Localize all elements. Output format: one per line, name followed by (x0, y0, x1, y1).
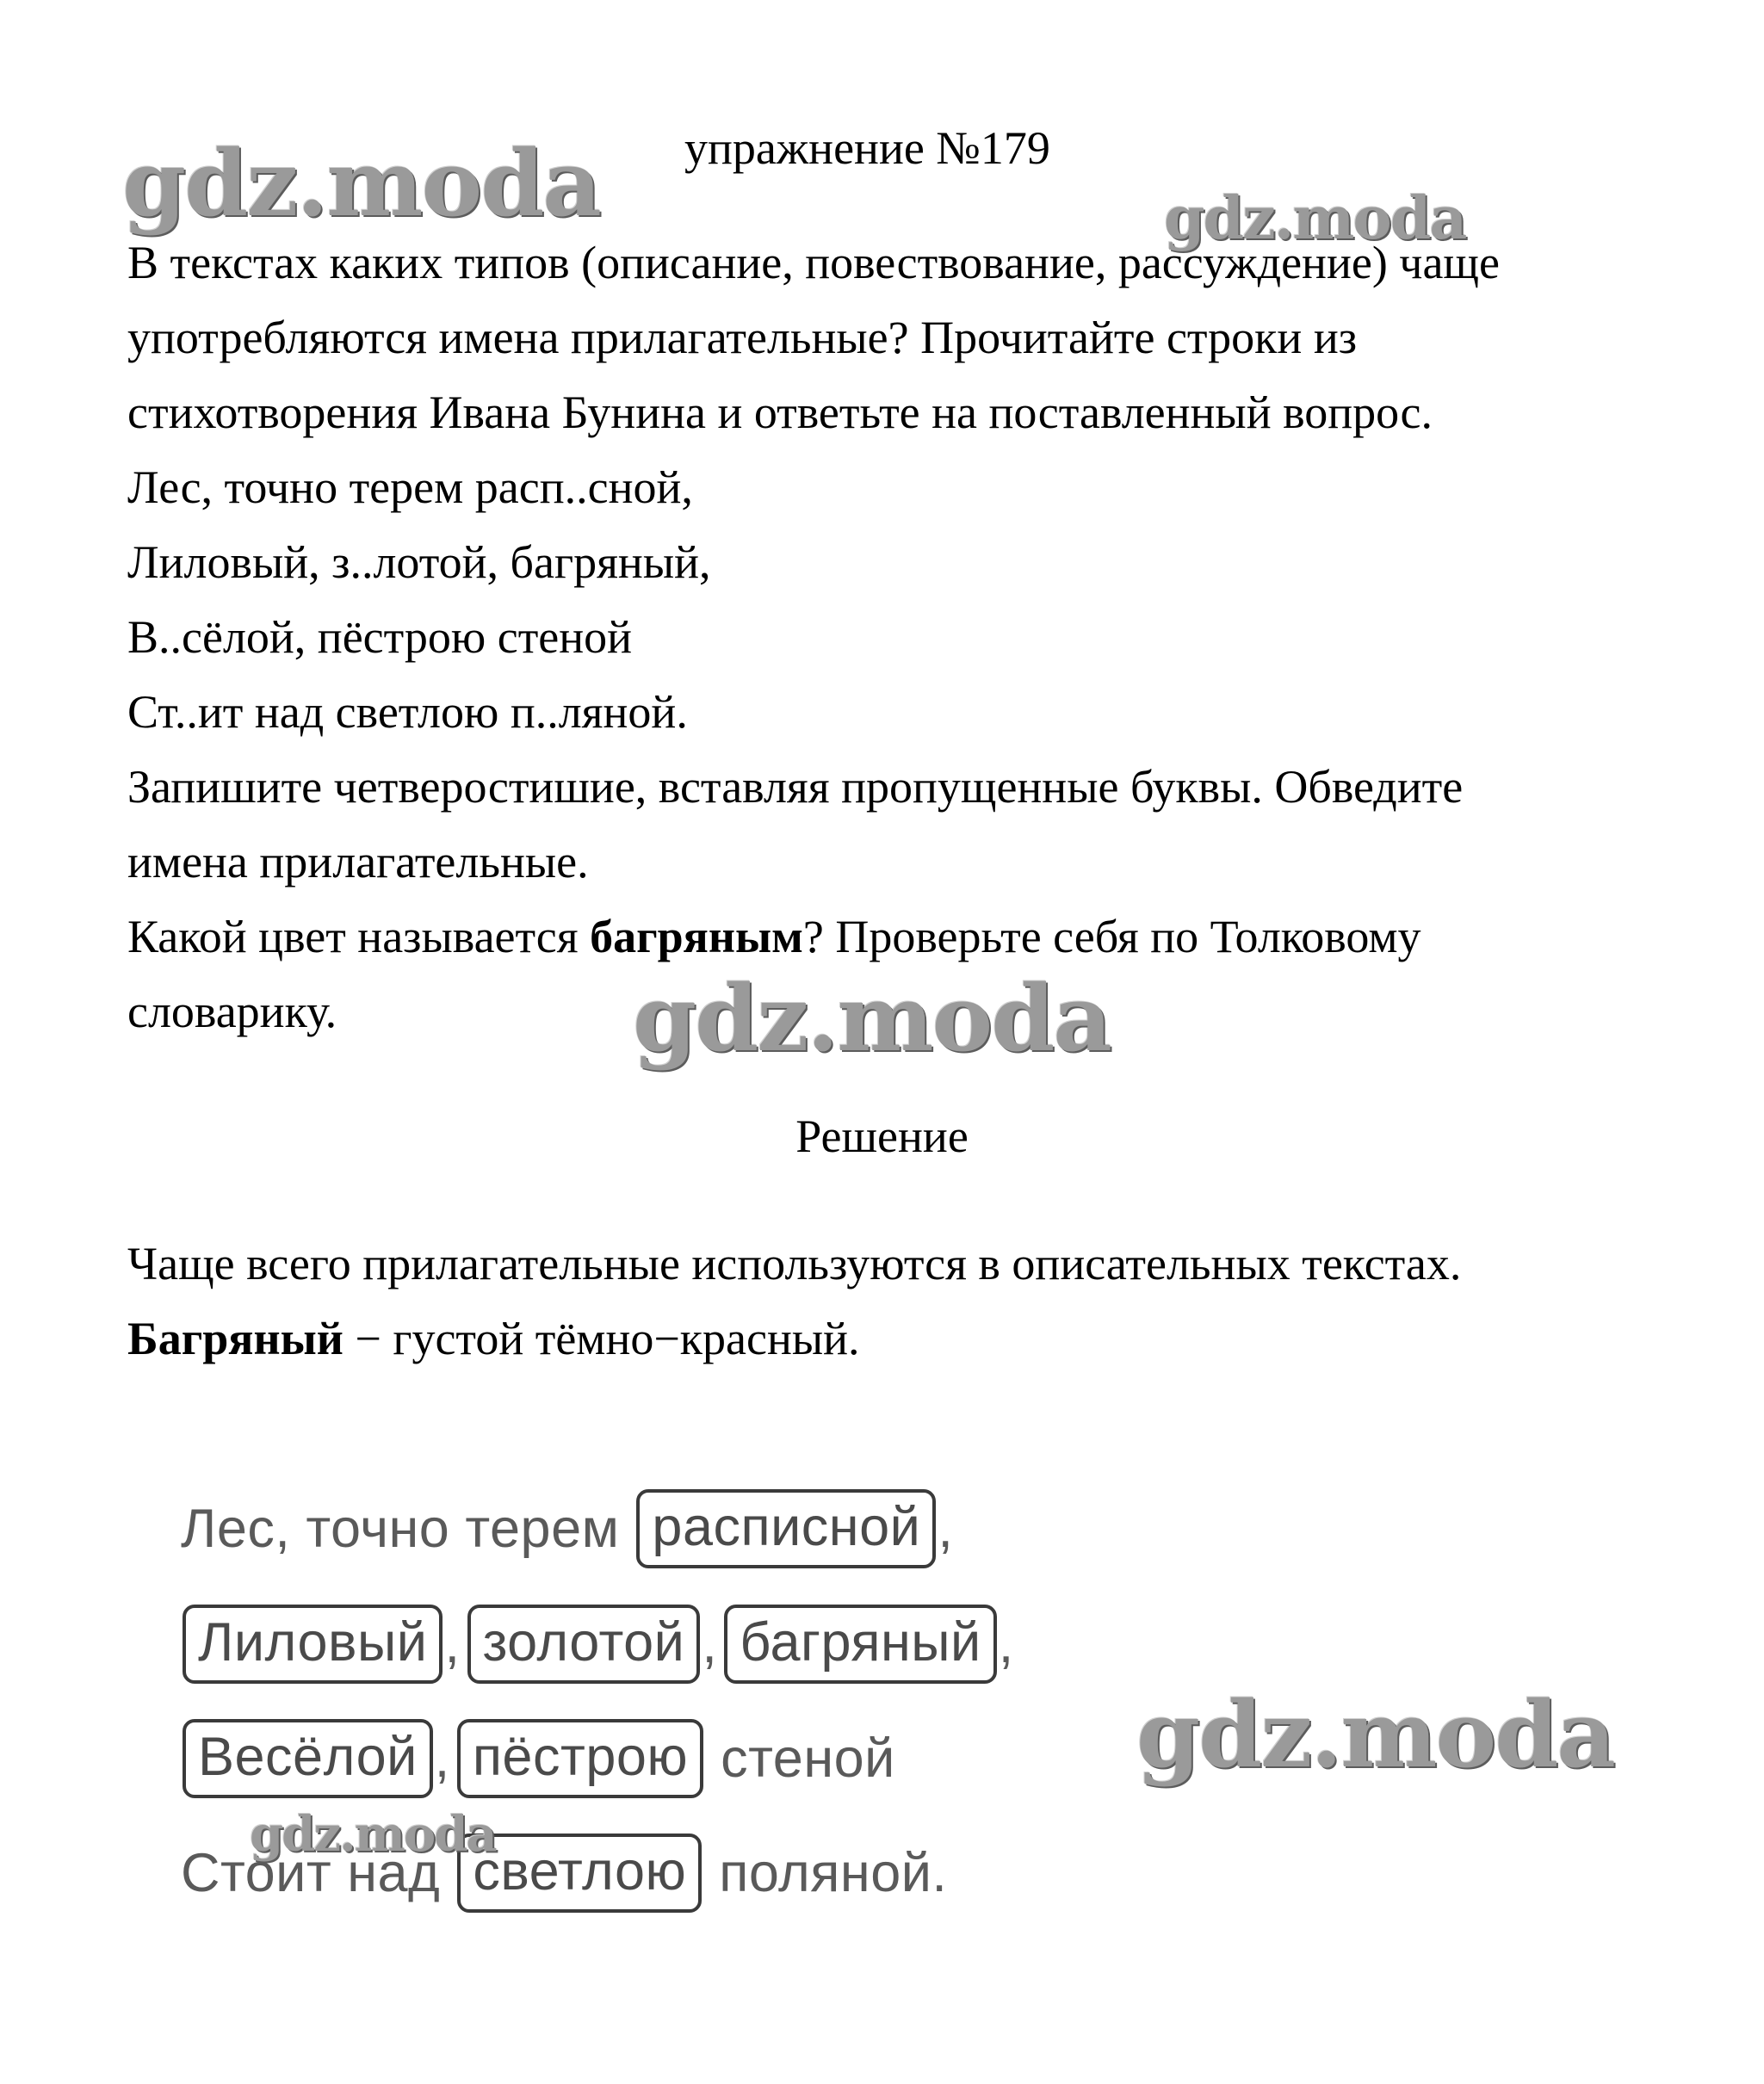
watermark-logo: gdz.moda (250, 1806, 496, 1863)
poem-line (181, 1717, 895, 1800)
poem-punctuation: , (702, 1614, 718, 1674)
question-text: Какой цвет называется (127, 911, 591, 962)
adjective-box: золотой (467, 1605, 701, 1684)
exercise-title: упражнение №179 (684, 122, 1050, 174)
poem-text: стеной (705, 1728, 895, 1789)
task-line: Запишите четверостишие, вставляя пропущенные буквы. Обведите (127, 761, 1464, 813)
adjective-box: багряный (724, 1605, 996, 1684)
definition-term: Багряный (127, 1313, 344, 1364)
task-line: употребляются имена прилагательные? Прочитайте строки из (127, 312, 1358, 363)
watermark-logo: gdz.moda (1164, 184, 1466, 253)
adjective-box: расписной (636, 1489, 936, 1568)
poem-punctuation: , (998, 1614, 1014, 1674)
watermark-logo: gdz.moda (122, 129, 600, 237)
question-bold-word: багряным (590, 911, 803, 962)
definition-text: − густой тёмно−красный. (343, 1313, 860, 1364)
watermark-logo: gdz.moda (1136, 1680, 1614, 1788)
poem-line (181, 1487, 953, 1570)
watermark-logo: gdz.moda (633, 964, 1111, 1072)
poem-punctuation: , (444, 1614, 461, 1674)
poem-excerpt-line: Лиловый, з..лотой, багряный, (127, 536, 711, 588)
solution-answer (127, 1227, 1643, 1376)
question-line: словарику. (127, 986, 337, 1037)
adjective-box: светлою (457, 1834, 702, 1913)
adjective-box: пёстрою (457, 1719, 703, 1798)
answer-line: Чаще всего прилагательные используются в описательных текстах. (127, 1238, 1462, 1289)
question-text: ? Проверьте себя по Толковому (802, 911, 1421, 962)
task-line: стихотворения Ивана Бунина и ответьте на поставленный вопрос. (127, 386, 1433, 438)
poem-excerpt-line: Ст..ит над светлою п..ляной. (127, 686, 688, 738)
poem-punctuation: , (938, 1499, 954, 1559)
poem-punctuation: , (434, 1728, 450, 1789)
poem-text: поляной. (703, 1843, 948, 1903)
definition-line (127, 1302, 1643, 1376)
task-line: имена прилагательные. (127, 836, 589, 887)
poem-text: Стоит над (181, 1843, 456, 1903)
task-line: В текстах каких типов (описание, повествование, рассуждение) чаще (127, 237, 1500, 288)
solution-heading: Решение (795, 1110, 969, 1162)
adjective-box: Лиловый (183, 1605, 443, 1684)
task-text (127, 226, 1643, 1049)
poem-text: Лес, точно терем (181, 1499, 635, 1559)
adjective-box: Весёлой (183, 1719, 433, 1798)
poem-excerpt-line: Лес, точно терем расп..сной, (127, 461, 693, 513)
question-line (127, 900, 1643, 974)
poem-excerpt-line: В..сёлой, пёстрою стеной (127, 611, 633, 663)
poem-line (181, 1603, 1014, 1685)
